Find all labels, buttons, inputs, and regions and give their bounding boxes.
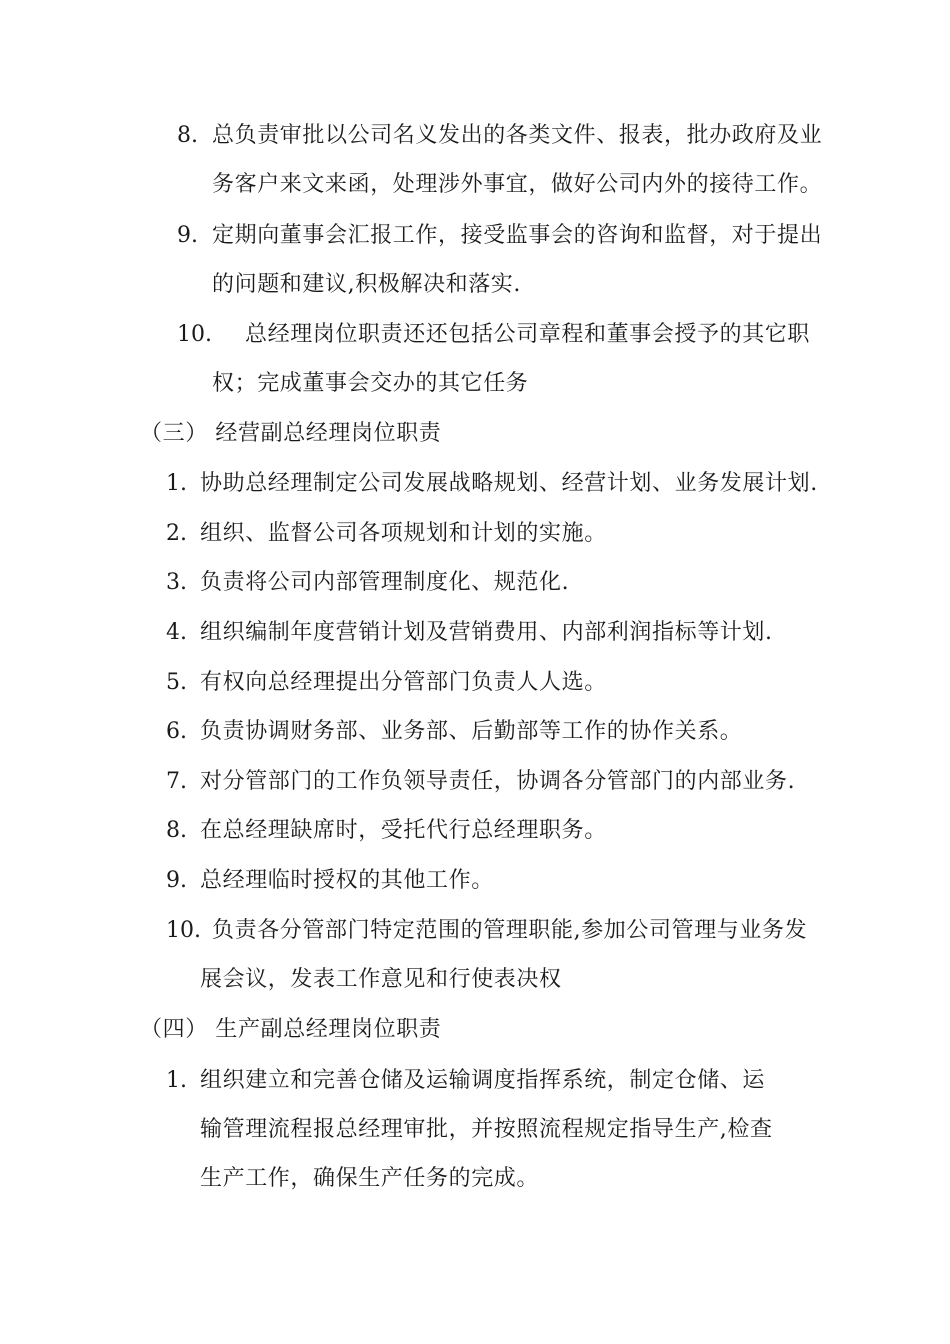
list-item-text: 组织、监督公司各项规划和计划的实施。 (200, 521, 607, 546)
section-heading: （三） 经营副总经理岗位职责 (140, 421, 442, 446)
list-item-text: 总经理临时授权的其他工作。 (200, 868, 494, 893)
list-item-text: 输管理流程报总经理审批，并按照流程规定指导生产,检查 (200, 1117, 773, 1142)
list-item-number: 3. (166, 570, 187, 595)
list-item-number: 4. (166, 620, 187, 645)
list-item-text: 组织建立和完善仓储及运输调度指挥系统，制定仓储、运 (200, 1068, 766, 1093)
list-item-text: 的问题和建议,积极解决和落实. (212, 272, 521, 297)
list-item-number: 9. (166, 868, 187, 893)
list-item-text: 负责各分管部门特定范围的管理职能,参加公司管理与业务发 (212, 918, 808, 943)
list-item-text: 负责协调财务部、业务部、后勤部等工作的协作关系。 (200, 719, 743, 744)
list-item-number: 5. (166, 670, 187, 695)
list-item-text: 展会议，发表工作意见和行使表决权 (200, 967, 562, 992)
section-heading: （四） 生产副总经理岗位职责 (140, 1017, 442, 1042)
list-item-number: 10. (177, 322, 212, 347)
list-item-text: 组织编制年度营销计划及营销费用、内部利润指标等计划. (200, 620, 773, 645)
list-item-text: 负责将公司内部管理制度化、规范化. (200, 570, 570, 595)
list-item-text: 有权向总经理提出分管部门负责人人选。 (200, 670, 607, 695)
list-item-number: 6. (166, 719, 187, 744)
list-item-number: 2. (166, 521, 187, 546)
list-item-text: 对分管部门的工作负领导责任，协调各分管部门的内部业务. (200, 769, 796, 794)
list-item-number: 8. (166, 818, 187, 843)
list-item-text: 总负责审批以公司名义发出的各类文件、报表，批办政府及业 (212, 123, 823, 148)
list-item-text: 定期向董事会汇报工作，接受监事会的咨询和监督，对于提出 (212, 223, 823, 248)
list-item-text: 生产工作，确保生产任务的完成。 (200, 1166, 540, 1191)
list-item-text: 权；完成董事会交办的其它任务 (212, 371, 529, 396)
list-item-number: 7. (166, 769, 187, 794)
list-item-number: 8. (177, 123, 198, 148)
list-item-number: 1. (166, 1068, 187, 1093)
list-item-text: 协助总经理制定公司发展战略规划、经营计划、业务发展计划. (200, 471, 818, 496)
list-item-text: 务客户来文来函，处理涉外事宜，做好公司内外的接待工作。 (212, 172, 823, 197)
list-item-number: 9. (177, 223, 198, 248)
list-item-number: 1. (166, 471, 187, 496)
list-item-number: 10. (166, 918, 201, 943)
list-item-text: 总经理岗位职责还还包括公司章程和董事会授予的其它职 (245, 322, 811, 347)
list-item-text: 在总经理缺席时，受托代行总经理职务。 (200, 818, 607, 843)
